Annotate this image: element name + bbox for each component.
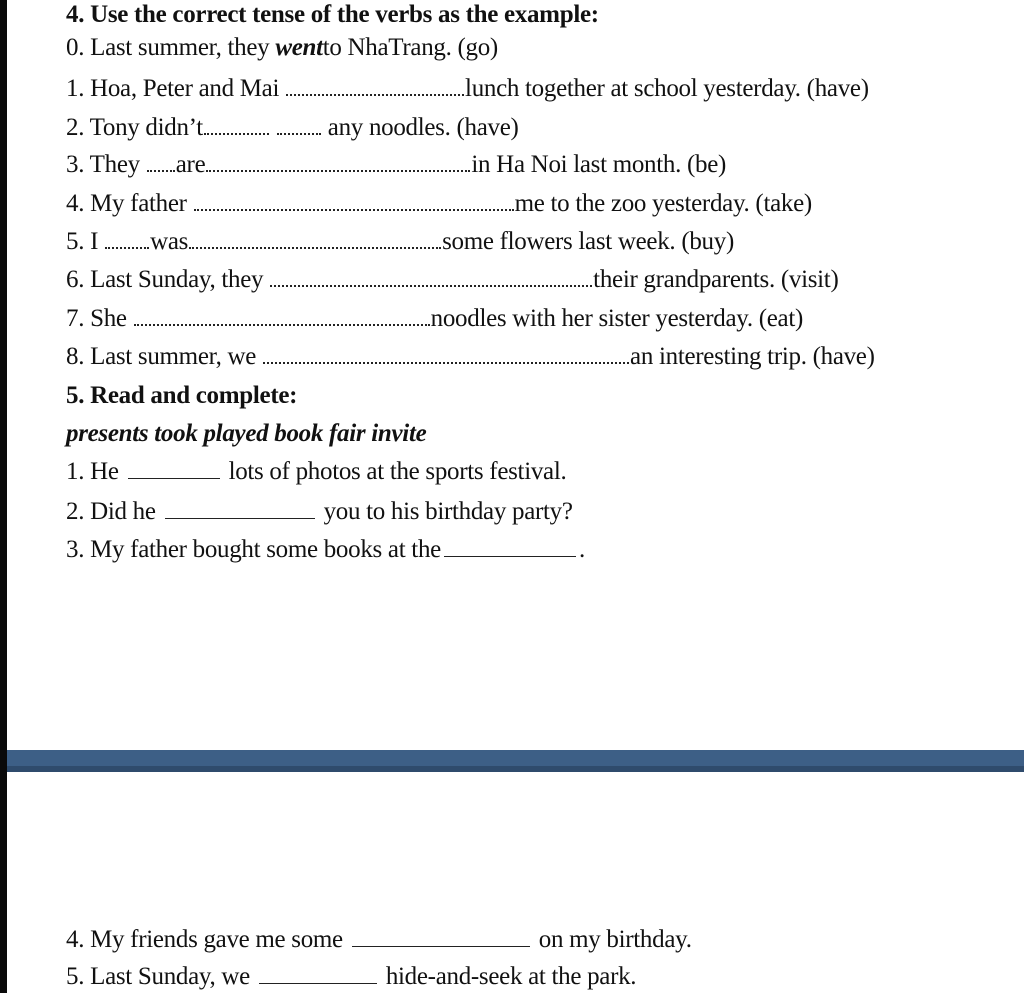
item-text: 8. Last summer, we: [66, 343, 263, 370]
item-text: on my birthday.: [538, 926, 692, 953]
item-text: lunch together at school yesterday. (have): [465, 75, 869, 102]
answer-blank[interactable]: [105, 246, 149, 249]
item-text: 5. I: [66, 228, 105, 255]
example-pre: 0. Last summer, they: [66, 34, 276, 61]
answer-blank[interactable]: [444, 555, 576, 557]
example-sentence: [66, 33, 498, 63]
exercise-item-7: [66, 304, 803, 334]
complete-item-3: [66, 535, 585, 565]
item-text: 2. Tony didn’t: [66, 114, 203, 141]
item-text: .: [578, 536, 585, 563]
answer-blank[interactable]: [189, 246, 441, 249]
item-text: 1. Hoa, Peter and Mai: [66, 75, 286, 102]
exercise-item-3: [66, 150, 726, 180]
complete-item-4: [66, 925, 692, 955]
item-text: 2. Did he: [66, 498, 162, 525]
item-text: their grandparents. (visit): [593, 266, 839, 293]
item-text: 7. She: [66, 305, 133, 332]
page-separator-shadow: [7, 766, 1024, 772]
item-text: 5. Last Sunday, we: [66, 963, 256, 990]
exercise-item-6: [66, 265, 838, 295]
exercise-item-2: [66, 113, 519, 143]
item-text: an interesting trip. (have): [630, 343, 875, 370]
section5-heading: 5. Read and complete:: [66, 382, 298, 409]
item-text: you to his birthday party?: [323, 498, 573, 525]
item-text: in Ha Noi last month. (be): [471, 151, 727, 178]
answer-blank[interactable]: [204, 132, 269, 135]
answer-blank[interactable]: [128, 477, 220, 479]
section4-heading: 4. Use the correct tense of the verbs as the example:: [66, 1, 599, 28]
complete-item-2: [66, 497, 573, 527]
complete-item-1: [66, 457, 566, 487]
item-text: 4. My friends gave me some: [66, 926, 349, 953]
exercise-item-4: [66, 189, 812, 219]
item-text: 3. My father bought some books at the: [66, 536, 441, 563]
left-border: [0, 0, 7, 993]
item-text: any noodles. (have): [327, 114, 519, 141]
answer-blank[interactable]: [134, 323, 430, 326]
filled-answer: are: [175, 151, 206, 178]
item-text: 6. Last Sunday, they: [66, 266, 270, 293]
item-text: 1. He: [66, 458, 125, 485]
exercise-item-5: [66, 227, 734, 257]
exercise-item-8: [66, 342, 875, 372]
exercise-item-1: [66, 74, 869, 104]
item-text: me to the zoo yesterday. (take): [514, 190, 812, 217]
example-verb: went: [275, 34, 323, 61]
answer-blank[interactable]: [259, 982, 377, 984]
answer-blank[interactable]: [147, 169, 175, 172]
answer-blank[interactable]: [194, 208, 514, 211]
item-text: noodles with her sister yesterday. (eat): [430, 305, 804, 332]
item-text: lots of photos at the sports festival.: [228, 458, 567, 485]
item-text: hide-and-seek at the park.: [385, 963, 637, 990]
word-bank: presents took played book fair invite: [66, 420, 427, 447]
answer-blank[interactable]: [270, 284, 592, 287]
complete-item-5: [66, 962, 636, 992]
answer-blank[interactable]: [165, 517, 315, 519]
answer-blank[interactable]: [277, 132, 321, 135]
answer-blank[interactable]: [206, 169, 470, 172]
item-text: some flowers last week. (buy): [442, 228, 734, 255]
filled-answer: was: [150, 228, 189, 255]
example-post: to NhaTrang. (go): [322, 34, 498, 61]
answer-blank[interactable]: [352, 945, 530, 947]
answer-blank[interactable]: [286, 93, 464, 96]
item-text: 4. My father: [66, 190, 193, 217]
answer-blank[interactable]: [263, 361, 629, 364]
item-text: 3. They: [66, 151, 146, 178]
